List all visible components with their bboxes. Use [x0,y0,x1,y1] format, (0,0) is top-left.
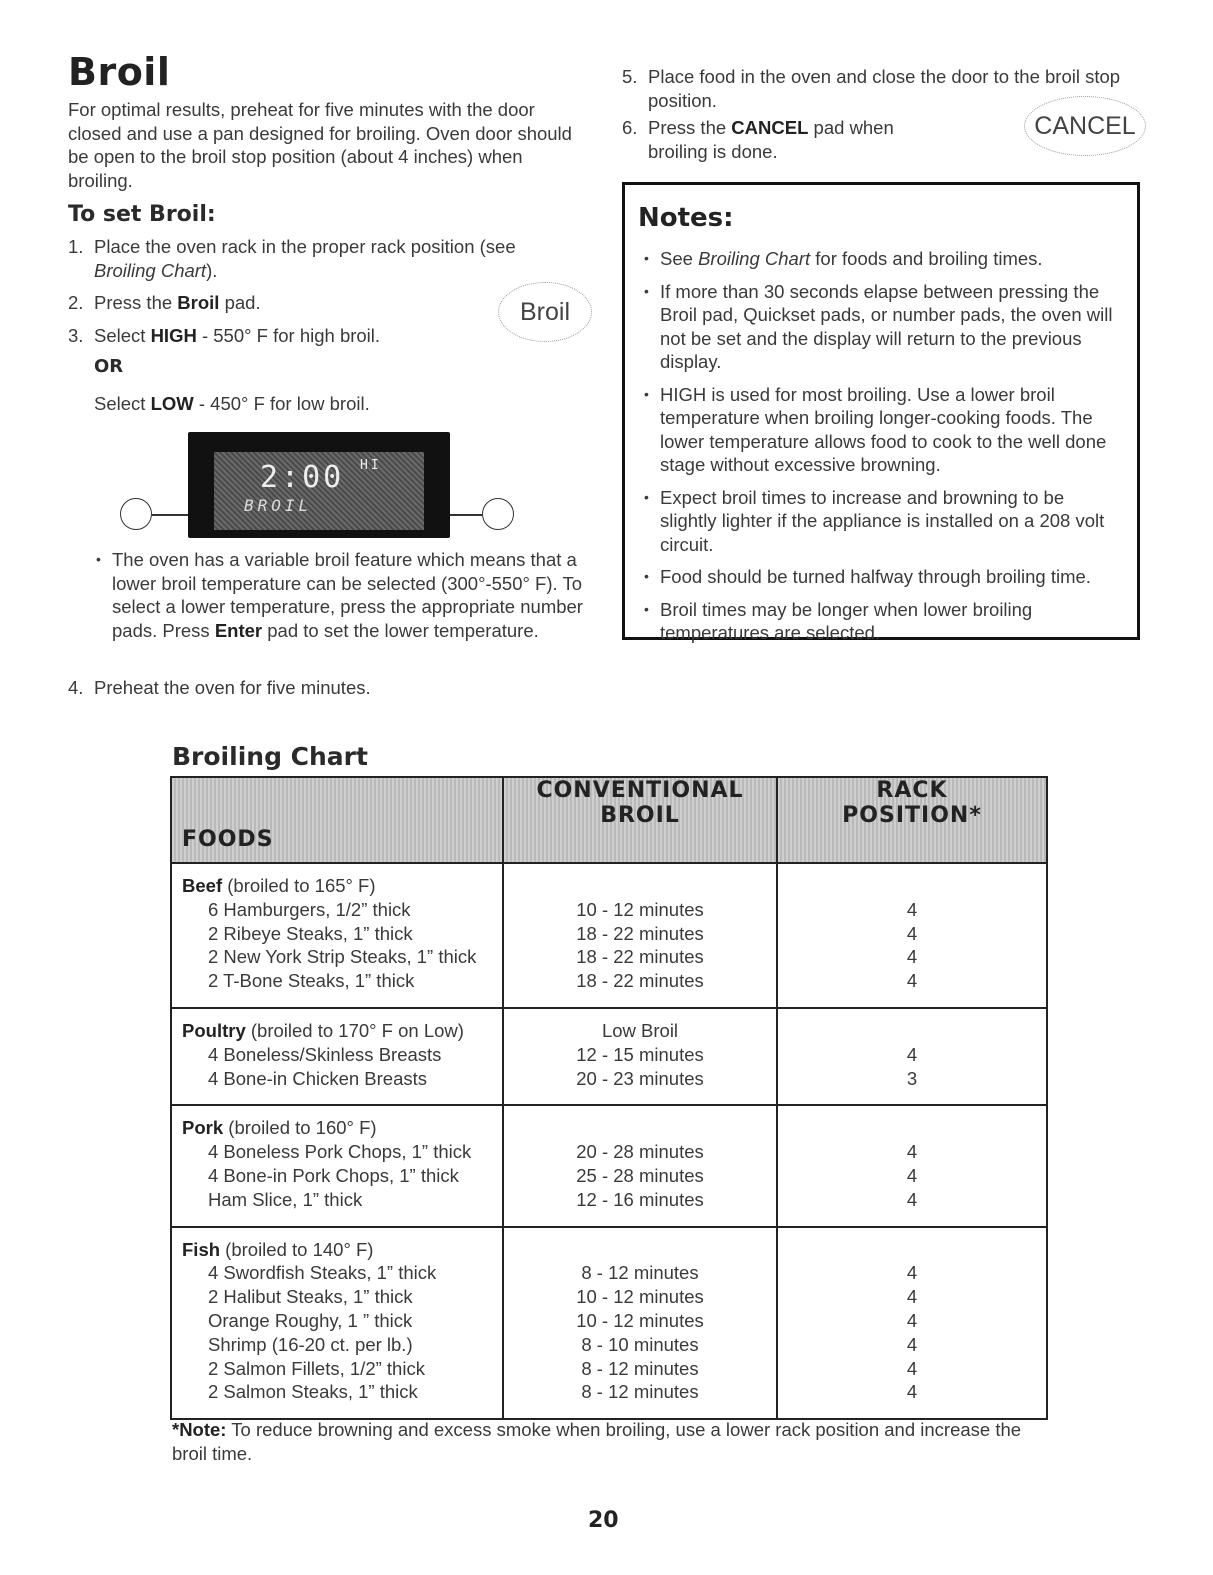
food-item: 4 Boneless/Skinless Breasts [208,1043,442,1065]
right-wire [450,514,482,516]
display-indicator: HI [360,458,382,473]
rack-position: 4 [906,1188,918,1210]
rack-position: 4 [906,970,918,992]
rack-position: 4 [906,1164,918,1186]
broil-time: 18 - 22 minutes [576,922,704,944]
broil-time: 18 - 22 minutes [576,946,704,968]
page-title: Broil [68,50,171,94]
footnote: *Note: To reduce browning and excess smoke when broiling, use a lower rack position and increase the broil time. [172,1419,1022,1464]
food-item: 2 Salmon Steaks, 1” thick [208,1381,418,1403]
set-broil-heading: To set Broil: [68,202,216,227]
step-2: 2. Press the Broil pad. [68,292,261,313]
food-item: 2 Salmon Fillets, 1/2” thick [208,1357,425,1379]
page-number: 20 [588,1508,619,1533]
rack-position: 4 [906,1043,918,1065]
rack-position-cell [777,1227,1047,1420]
food-category-name: Beef [182,875,223,896]
display-time: 2:00 [260,460,345,495]
right-knob-icon [482,498,514,530]
food-item: 2 Halibut Steaks, 1” thick [208,1286,413,1308]
or-label: OR [94,356,124,377]
rack-position: 4 [906,1333,918,1355]
food-item: 6 Hamburgers, 1/2” thick [208,898,411,920]
broil-mode-label [504,1116,776,1140]
broil-time: 10 - 12 minutes [576,1309,704,1331]
step-6: 6. Press the CANCEL pad when broiling is done. [622,117,894,162]
food-category [182,1019,494,1043]
rack-spacer [778,1019,1046,1043]
broil-mode-label [504,1238,776,1262]
food-item: 4 Bone-in Pork Chops, 1” thick [208,1164,459,1186]
rack-position-cell [777,863,1047,1008]
variable-broil-note [90,548,588,651]
food-item: 2 New York Strip Steaks, 1” thick [208,946,477,968]
food-category-desc: (broiled to 165° F) [222,875,376,896]
notes-box [622,182,1140,643]
rack-spacer [778,874,1046,898]
food-category-name: Pork [182,1117,224,1139]
variable-broil-bullet: • The oven has a variable broil feature which means that a lower broil temperature can be selected (300°-550° F). To select a lower temperature, press the appropriate number pads. Press Enter pad to set the lower temperature. [90,548,588,642]
broiling-chart-table [170,776,1048,1420]
rack-spacer [778,1116,1046,1140]
broil-time: 8 - 10 minutes [581,1333,699,1355]
broil-time: 8 - 12 minutes [581,1262,699,1284]
rack-position-cell [777,1008,1047,1105]
food-cell [171,1008,503,1105]
step-1: 1. Place the oven rack in the proper rack position (see Broiling Chart). [68,236,516,281]
notes-list [638,247,1125,645]
rack-position: 4 [906,898,918,920]
step-3: 3. Select HIGH - 550° F for high broil. [68,324,381,346]
table-row [171,1008,1047,1105]
food-item: 4 Bone-in Chicken Breasts [208,1067,428,1089]
rack-position: 4 [906,1309,918,1331]
food-cell [171,1227,503,1420]
broil-mode-label [504,874,776,898]
broil-time: 12 - 16 minutes [576,1188,704,1210]
broil-time: 10 - 12 minutes [576,898,704,920]
table-body [171,863,1047,1419]
food-item: 2 Ribeye Steaks, 1” thick [208,922,413,944]
rack-position: 4 [906,922,918,944]
food-item: Ham Slice, 1” thick [208,1188,363,1210]
food-item: 4 Swordfish Steaks, 1” thick [208,1262,437,1284]
steps-list-left [68,235,538,356]
rack-position: 4 [906,1357,918,1379]
table-header-row [171,777,1047,863]
rack-spacer [778,1238,1046,1262]
header-rack-position: RACK POSITION* [777,777,1047,863]
oven-display [188,432,450,538]
food-cell [171,1105,503,1226]
note-item: • See Broiling Chart for foods and broiling times. [638,247,1125,271]
rack-position: 4 [906,1262,918,1284]
display-screen [214,452,424,530]
left-knob-icon [120,498,152,530]
note-item: • Food should be turned halfway through broiling time. [638,565,1125,589]
food-category-desc: (broiled to 160° F) [223,1117,377,1139]
low-broil-option: Select LOW - 450° F for low broil. [94,393,370,414]
rack-position: 4 [906,946,918,968]
broil-time: 20 - 28 minutes [576,1141,704,1163]
broil-time: 8 - 12 minutes [581,1357,699,1379]
broil-time-cell [503,1227,777,1420]
food-category-desc: (broiled to 170° F on Low) [245,1019,464,1041]
food-item: Orange Roughy, 1 ” thick [208,1309,413,1331]
broil-time: 10 - 12 minutes [576,1286,704,1308]
food-item: Shrimp (16-20 ct. per lb.) [208,1333,413,1355]
broiling-chart-title: Broiling Chart [172,742,368,771]
food-item: 4 Boneless Pork Chops, 1” thick [208,1141,472,1163]
food-category [182,874,494,898]
table-row [171,863,1047,1008]
broil-mode-label: Low Broil [601,1019,679,1041]
header-conventional-broil: CONVENTIONAL BROIL [503,777,777,863]
broil-time: 20 - 23 minutes [576,1067,704,1089]
rack-position-cell [777,1105,1047,1226]
food-category [182,1116,494,1140]
food-category-desc: (broiled to 140° F) [220,1238,374,1260]
food-category [182,1238,494,1262]
table-row [171,1105,1047,1226]
broil-time: 25 - 28 minutes [576,1164,704,1186]
note-item: • If more than 30 seconds elapse between pressing the Broil pad, Quickset pads, or number pads, the oven will not be set and the display will return to the previous display. [638,280,1125,374]
step-4: 4. Preheat the oven for five minutes. [68,677,371,698]
cancel-pad[interactable]: CANCEL [1024,96,1146,156]
rack-position: 4 [906,1141,918,1163]
broil-time-cell [503,1008,777,1105]
broil-time: 18 - 22 minutes [576,970,704,992]
broil-pad[interactable]: Broil [498,282,592,342]
broil-time: 12 - 15 minutes [576,1043,704,1065]
broil-time: 8 - 12 minutes [581,1381,699,1403]
food-category-name: Fish [182,1238,221,1260]
display-mode: BROIL [244,496,313,515]
food-item: 2 T-Bone Steaks, 1” thick [208,970,415,992]
left-wire [152,514,188,516]
note-item: • HIGH is used for most broiling. Use a lower broil temperature when broiling longer-cooking foods. The lower temperature allows food to cook to the well done stage without excessive browning. [638,383,1125,477]
rack-position: 4 [906,1381,918,1403]
food-category-name: Poultry [182,1019,246,1041]
step-5: 5. Place food in the oven and close the door to the broil stop position. [622,66,1121,111]
food-cell [171,863,503,1008]
broil-time-cell [503,863,777,1008]
table-row [171,1227,1047,1420]
rack-position: 4 [906,1286,918,1308]
rack-position: 3 [906,1067,918,1089]
intro-paragraph: For optimal results, preheat for five minutes with the door closed and use a pan designed for broiling. Oven door should be open to the broil stop position (about 4 inches) when broiling. [68,99,572,191]
broil-time-cell [503,1105,777,1226]
header-foods: FOODS [171,777,503,863]
note-item: • Expect broil times to increase and browning to be slightly lighter if the appliance is installed on a 208 volt circuit. [638,486,1125,557]
notes-title: Notes: [638,203,734,233]
note-item: • Broil times may be longer when lower broiling temperatures are selected. [638,598,1125,645]
